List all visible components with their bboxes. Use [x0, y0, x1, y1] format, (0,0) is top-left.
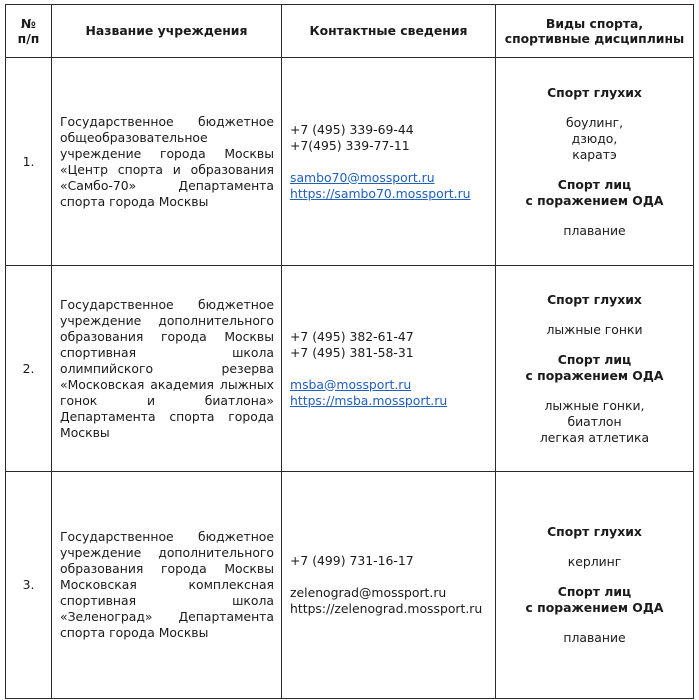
- header-contacts: Контактные сведения: [282, 5, 496, 58]
- header-sports: Виды спорта, спортивные дисциплины: [496, 5, 694, 58]
- discipline: лыжные гонки,: [544, 397, 645, 413]
- sport-category-heading: Спорт лиц: [557, 176, 632, 192]
- discipline: лыжные гонки: [546, 321, 643, 337]
- sports-cell: [496, 472, 694, 699]
- sport-category-heading: Спорт глухих: [547, 291, 642, 307]
- email-link[interactable]: sambo70@mossport.ru: [290, 169, 435, 185]
- sport-category-heading: с поражением ОДА: [525, 600, 664, 615]
- website-text: https://zelenograd.mossport.ru: [290, 601, 483, 616]
- sports-institutions-table: [5, 4, 694, 699]
- phone: +7(495) 339-77-11: [290, 137, 410, 153]
- website-link[interactable]: https://sambo70.mossport.ru: [290, 185, 471, 201]
- discipline: биатлон: [567, 413, 622, 429]
- sports-cell: [496, 58, 694, 266]
- sport-category-heading: Спорт лиц: [557, 584, 632, 599]
- sport-category-heading: Спорт лиц: [557, 351, 632, 367]
- sport-category-heading: с поражением ОДА: [525, 367, 664, 383]
- discipline: керлинг: [567, 554, 622, 569]
- sport-category-heading: Спорт глухих: [547, 524, 642, 539]
- discipline: боулинг,: [565, 114, 624, 130]
- website-link[interactable]: https://msba.mossport.ru: [290, 392, 448, 408]
- institution-name: [52, 472, 282, 699]
- sports-cell: [496, 266, 694, 472]
- phone: +7 (499) 731-16-17: [290, 553, 414, 568]
- table-row: [6, 266, 694, 472]
- contacts-cell: [282, 266, 496, 472]
- header-name: Название учреждения: [52, 5, 282, 58]
- institution-name-text: Государственное бюджетное учреждение дополнительного образования города Москвы спортивная школа олимпийского резерва «Московская академия лыжных гонок и биатлона» Департамента спорта города Москвы: [60, 296, 274, 440]
- discipline: плавание: [563, 630, 626, 645]
- sport-category-heading: с поражением ОДА: [525, 192, 664, 208]
- sport-category-heading: Спорт глухих: [547, 84, 642, 100]
- phone: +7 (495) 381-58-31: [290, 344, 414, 360]
- phone: +7 (495) 339-69-44: [290, 121, 414, 137]
- discipline: плавание: [563, 222, 626, 238]
- institution-name: [52, 58, 282, 266]
- row-number: 1.: [6, 58, 52, 266]
- header-num: № п/п: [6, 5, 52, 58]
- row-number: 3.: [6, 472, 52, 699]
- table-header-row: [6, 5, 694, 58]
- phone: +7 (495) 382-61-47: [290, 328, 414, 344]
- institution-name-text: Государственное бюджетное учреждение дополнительного образования города Москвы Московская комплексная спортивная школа «Зеленоград» Департамента спорта города Москвы: [60, 529, 274, 640]
- institution-name: [52, 266, 282, 472]
- discipline: дзюдо,: [571, 130, 618, 146]
- row-number: 2.: [6, 266, 52, 472]
- discipline: каратэ: [572, 146, 617, 162]
- table-row: [6, 58, 694, 266]
- institution-name-text: Государственное бюджетное общеобразовательное учреждение города Москвы «Центр спорта и образования «Самбо-70» Департамента спорта города Москвы: [60, 113, 274, 209]
- email-text: zelenograd@mossport.ru: [290, 585, 447, 600]
- discipline: легкая атлетика: [539, 429, 650, 445]
- table-row: [6, 472, 694, 699]
- email-link[interactable]: msba@mossport.ru: [290, 376, 412, 392]
- contacts-cell: [282, 472, 496, 699]
- contacts-cell: [282, 58, 496, 266]
